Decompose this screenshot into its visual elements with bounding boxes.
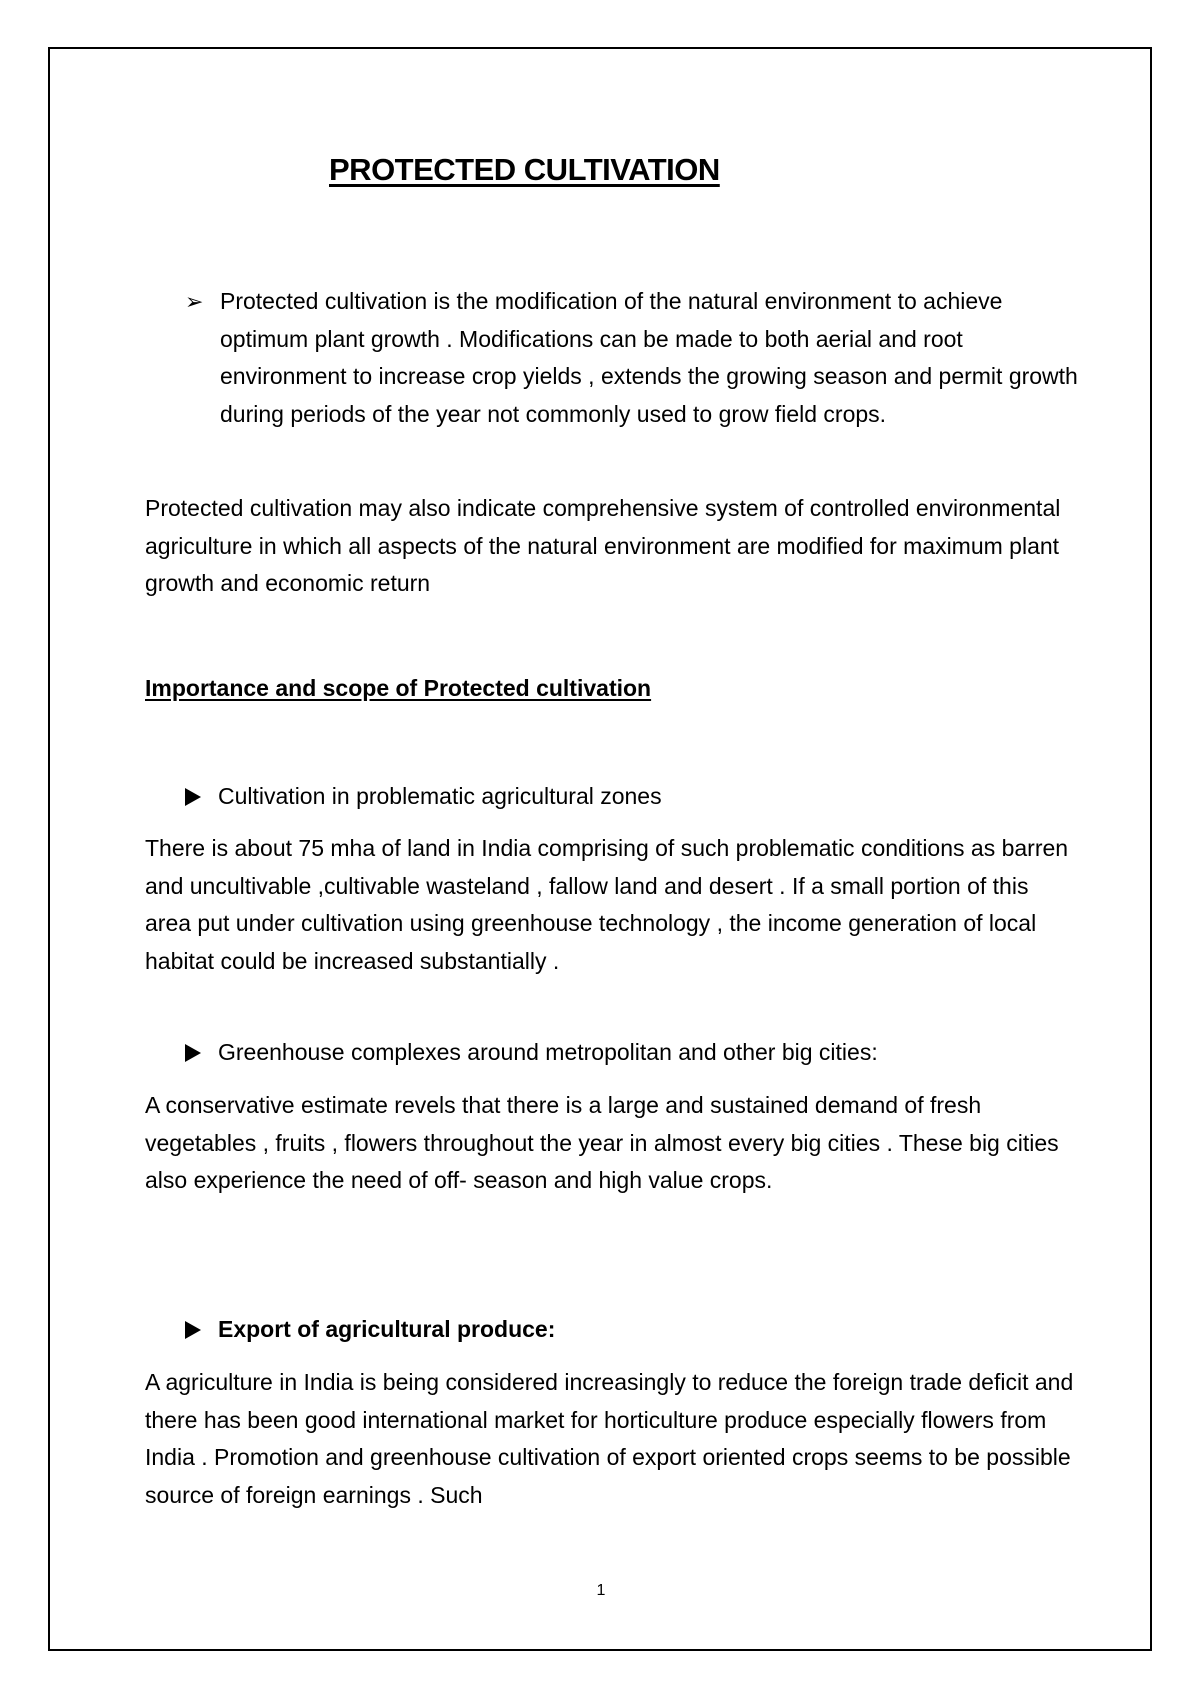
- triangle-bullet-icon: [185, 1321, 201, 1339]
- point-heading-3: [185, 1311, 555, 1349]
- point-heading-1: [185, 778, 662, 816]
- point-heading-3-label: Export of agricultural produce:: [218, 1316, 556, 1342]
- point-heading-1-label: Cultivation in problematic agricultural zones: [218, 783, 662, 809]
- point-heading-2: [185, 1034, 878, 1072]
- intro-bullet-text: Protected cultivation is the modification of the natural environment to achieve optimum plant growth . Modifications can be made to both aerial and root environment to increase crop yields , extends the growing season and permit growth during periods of the year not commonly used to grow field crops.: [220, 288, 1078, 427]
- arrow-bullet-icon: ➢: [185, 289, 204, 314]
- point-heading-2-label: Greenhouse complexes around metropolitan and other big cities:: [218, 1039, 878, 1065]
- page-title: PROTECTED CULTIVATION: [329, 152, 720, 187]
- page-number: 1: [596, 1582, 606, 1599]
- triangle-bullet-icon: [185, 1044, 201, 1062]
- triangle-bullet-icon: [185, 788, 201, 806]
- point-text-1: There is about 75 mha of land in India comprising of such problematic conditions as barren and uncultivable ,cultivable wasteland , fallow land and desert . If a small portion of this area put under cultivation using greenhouse technology , the income generation of local habitat could be increased substantially .: [145, 835, 1069, 974]
- section-heading: Importance and scope of Protected cultivation: [145, 675, 652, 701]
- intro-paragraph: Protected cultivation may also indicate comprehensive system of controlled environmental agriculture in which all aspects of the natural environment are modified for maximum plant growth and economic return: [145, 495, 1061, 596]
- point-text-2: A conservative estimate revels that there is a large and sustained demand of fresh vegetables , fruits , flowers throughout the year in almost every big cities . These big cities also experience the need of off- season and high value crops.: [145, 1092, 1059, 1193]
- point-text-3: A agriculture in India is being considered increasingly to reduce the foreign trade deficit and there has been good international market for horticulture produce especially flowers from India . Promotion and greenhouse cultivation of export oriented crops seems to be possible source of foreign earnings . Such: [145, 1369, 1074, 1508]
